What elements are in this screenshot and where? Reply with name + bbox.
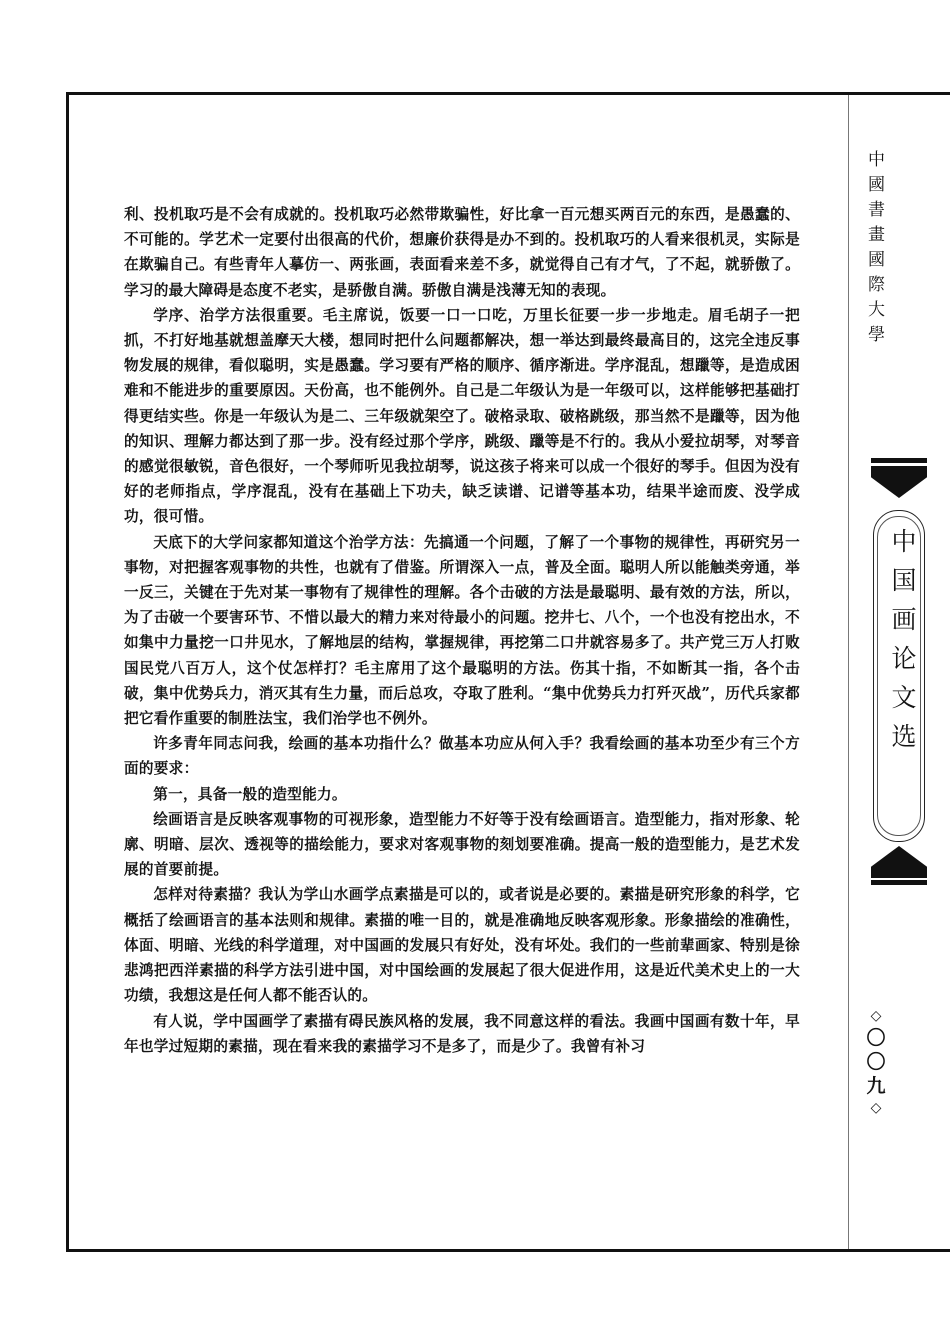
paragraph-8: 有人说，学中国画学了素描有碍民族风格的发展，我不同意这样的看法。我画中国画有数十年，早年也学过短期的素描，现在看来我的素描学习不是多了，而是少了。我曾有补习 [124, 1012, 800, 1055]
page-frame-top-border [66, 92, 950, 95]
page-frame-left-border [66, 92, 69, 1252]
paragraph-6: 绘画语言是反映客观事物的可视形象，造型能力不好等于没有绘画语言。造型能力，指对形象、轮廓、明暗、层次、透视等的描绘能力，要求对客观事物的刻划要准确。提高一般的造型能力，是艺术发展的首要前提。 [124, 810, 800, 879]
page-frame-bottom-border [66, 1249, 950, 1252]
article-body [124, 202, 800, 1059]
title-ornament-wedge-bottom [871, 846, 927, 878]
title-ornament-bar-bottom [871, 880, 927, 885]
paragraph-1: 利、投机取巧是不会有成就的。投机取巧必然带欺骗性，好比拿一百元想买两百元的东西，是愚蠢的、不可能的。学艺术一定要付出很高的代价，想廉价获得是办不到的。投机取巧的人看来很机灵，实际是在欺骗自己。有些青年人摹仿一、两张画，表面看来差不多，就觉得自己有才气，了不起，就骄傲了。学习的最大障碍是态度不老实，是骄傲自满。骄傲自满是浅薄无知的表现。 [124, 206, 800, 299]
page-number [858, 1006, 894, 1118]
page-number-digit: 〇 [866, 1027, 886, 1049]
paragraph-4: 许多青年同志问我，绘画的基本功指什么？做基本功应从何入手？我看绘画的基本功至少有三个方面的要求： [124, 735, 800, 778]
paragraph-5: 第一，具备一般的造型能力。 [153, 785, 347, 803]
school-name: 中國書畫國際大學 [864, 150, 884, 350]
sidebar-divider-line [848, 95, 849, 1249]
diamond-ornament-icon: ◇ [870, 1100, 882, 1116]
book-title: 中国画论文选 [888, 528, 917, 762]
paragraph-3: 天底下的大学问家都知道这个治学方法：先搞通一个问题，了解了一个事物的规律性，再研究另一事物，对把握客观事物的共性，也就有了借鉴。所谓深入一点，普及全面。聪明人所以能触类旁通，举一反三，关键在于先对某一事物有了规律性的理解。各个击破的方法是最聪明、最有效的方法，所以，为了击破一个要害环节、不惜以最大的精力来对待最小的问题。挖井七、八个，一个也没有挖出水，不如集中力量挖一口井见水，了解地层的结构，掌握规律，再挖第二口井就容易多了。共产党三万人打败国民党八百万人，这个仗怎样打？毛主席用了这个最聪明的方法。伤其十指，不如断其一指，各个击破，集中优势兵力，消灭其有生力量，而后总攻，夺取了胜利。“集中优势兵力打歼灭战”，历代兵家都把它看作重要的制胜法宝，我们治学也不例外。 [124, 533, 800, 728]
title-ornament-wedge-top [871, 466, 927, 498]
page-number-digit: 〇 [866, 1051, 886, 1073]
paragraph-2: 学序、治学方法很重要。毛主席说，饭要一口一口吃，万里长征要一步一步地走。眉毛胡子一把抓，不打好地基就想盖摩天大楼，想同时把什么问题都解决，想一举达到最终最高目的，这完全违反事物发展的规律，看似聪明，实是愚蠢。学习要有严格的顺序、循序渐进。学序混乱，想躐等，是造成困难和不能进步的重要原因。天份高，也不能例外。自己是二年级认为是一年级可以，这样能够把基础打得更结实些。你是一年级认为是二、三年级就架空了。破格录取、破格跳级，那当然不是躐等，因为他的知识、理解力都达到了那一步。没有经过那个学序，跳级、躐等是不行的。我从小爱拉胡琴，对琴音的感觉很敏锐，音色很好，一个琴师听见我拉胡琴，说这孩子将来可以成一个很好的琴手。但因为没有好的老师指点，学序混乱，没有在基础上下功夫，缺乏读谱、记谱等基本功，结果半途而废、没学成功，很可惜。 [124, 306, 800, 526]
paragraph-7: 怎样对待素描？我认为学山水画学点素描是可以的，或者说是必要的。素描是研究形象的科学，它概括了绘画语言的基本法则和规律。素描的唯一目的，就是准确地反映客观形象。形象描绘的准确性，体面、明暗、光线的科学道理，对中国画的发展只有好处，没有坏处。我们的一些前辈画家、特别是徐悲鸿把西洋素描的科学方法引进中国，对中国绘画的发展起了很大促进作用，这是近代美术史上的一大功绩，我想这是任何人都不能否认的。 [124, 886, 800, 1005]
title-ornament-bar-top [871, 458, 927, 463]
page-number-digit: 九 [866, 1075, 886, 1097]
diamond-ornament-icon: ◇ [870, 1008, 882, 1024]
